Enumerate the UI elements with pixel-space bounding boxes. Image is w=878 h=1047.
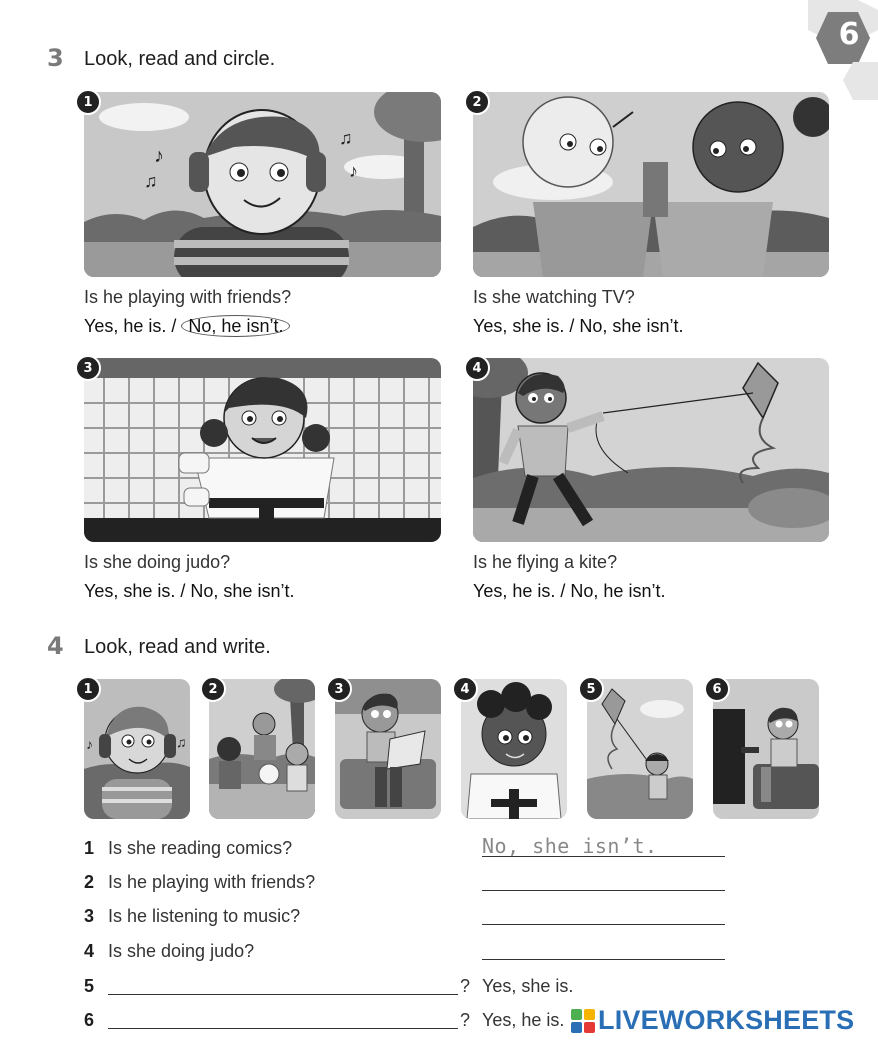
answer-separator: / (175, 581, 191, 601)
picture-number-badge: 4 (452, 676, 478, 702)
ex4-question-1: Is she reading comics? (108, 838, 293, 858)
picture-number-badge: 4 (464, 355, 490, 381)
ex4-answer-line-2 (482, 890, 725, 891)
picture-boy-watching-tv (713, 679, 819, 819)
answer-no[interactable]: No, he isn’t. (570, 581, 666, 601)
svg-text:♪: ♪ (86, 736, 93, 752)
ex4-question-mark-5: ? (460, 976, 471, 996)
picture-number-badge: 2 (200, 676, 226, 702)
ex4-question-field-5[interactable] (108, 972, 458, 994)
ex3-question-1: Is he playing with friends? (84, 287, 292, 307)
ex4-question-mark-6: ? (460, 1010, 471, 1030)
svg-text:♪: ♪ (349, 161, 358, 181)
exercise-4-title: Look, read and write. (84, 636, 271, 658)
picture-boy-reading-comics (335, 679, 441, 819)
picture-children-playing (209, 679, 315, 819)
answer-no[interactable]: No, she isn’t. (579, 316, 684, 336)
answer-yes[interactable]: Yes, he is. (473, 581, 556, 601)
exercise-3-title: Look, read and circle. (84, 48, 276, 70)
ex4-item-number-3: 3 (84, 906, 95, 926)
picture-boy-flying-kite (473, 358, 829, 542)
unit-badge (798, 0, 878, 105)
answer-separator: / (564, 316, 580, 336)
ex4-item-number-5: 5 (84, 976, 95, 996)
svg-text:♫: ♫ (144, 171, 158, 191)
picture-number-badge: 3 (326, 676, 352, 702)
ex4-question-3: Is he listening to music? (108, 906, 301, 926)
picture-girl-judo-small (461, 679, 567, 819)
ex4-answer-field-3[interactable] (482, 902, 725, 924)
picture-number-badge: 1 (75, 89, 101, 115)
ex3-question-3: Is she doing judo? (84, 552, 231, 572)
ex4-given-answer-5: Yes, she is. (482, 976, 574, 996)
ex4-item-number-2: 2 (84, 872, 95, 892)
ex4-question-field-6[interactable] (108, 1006, 458, 1028)
ex4-question-line-6 (108, 1028, 458, 1029)
picture-number-badge: 5 (578, 676, 604, 702)
ex4-question-4: Is she doing judo? (108, 941, 255, 961)
svg-text:♫: ♫ (176, 734, 187, 750)
ex4-item-number-6: 6 (84, 1010, 95, 1030)
picture-number-badge: 2 (464, 89, 490, 115)
ex3-question-2: Is she watching TV? (473, 287, 635, 307)
liveworksheets-logo-text: LIVEWORKSHEETS (598, 1005, 855, 1035)
ex4-answer-line-3 (482, 924, 725, 925)
answer-separator: / (555, 581, 571, 601)
ex4-question-2: Is he playing with friends? (108, 872, 316, 892)
picture-girl-flying-kite (587, 679, 693, 819)
picture-number-badge: 1 (75, 676, 101, 702)
ex4-answer-field-1[interactable]: No, she isn’t. (482, 834, 658, 858)
ex3-answer-choices-4 (473, 581, 665, 602)
ex3-answer-choices-1 (84, 316, 290, 337)
ex3-answer-choices-3 (84, 581, 294, 602)
answer-yes[interactable]: Yes, she is. (473, 316, 565, 336)
answer-separator: / (166, 316, 182, 336)
unit-number: 6 (838, 17, 860, 52)
answer-no[interactable]: No, she isn’t. (190, 581, 295, 601)
exercise-4-number: 4 (47, 632, 64, 660)
ex3-question-4: Is he flying a kite? (473, 552, 618, 572)
exercise-3-number: 3 (47, 44, 64, 72)
svg-text:♪: ♪ (154, 145, 164, 167)
picture-number-badge: 6 (704, 676, 730, 702)
liveworksheets-logo[interactable] (571, 1005, 854, 1036)
svg-text:♫: ♫ (339, 128, 353, 148)
picture-girls-high-five (473, 92, 829, 277)
answer-no-circled[interactable]: No, he isn’t. (181, 315, 290, 337)
ex4-answer-line-4 (482, 959, 725, 960)
answer-yes[interactable]: Yes, he is. (84, 316, 167, 336)
ex4-given-answer-6: Yes, he is. (482, 1010, 565, 1030)
ex4-item-number-4: 4 (84, 941, 95, 961)
ex4-answer-field-4[interactable] (482, 937, 725, 959)
picture-girl-headphones (84, 679, 190, 819)
picture-boy-headphones (84, 92, 441, 277)
ex4-question-line-5 (108, 994, 458, 995)
ex4-item-number-1: 1 (84, 838, 95, 858)
ex4-answer-field-2[interactable] (482, 868, 725, 890)
ex3-answer-choices-2 (473, 316, 683, 337)
picture-number-badge: 3 (75, 355, 101, 381)
answer-yes[interactable]: Yes, she is. (84, 581, 176, 601)
ex4-answer-line-1 (482, 856, 725, 857)
liveworksheets-logo-icon (571, 1009, 595, 1033)
picture-girl-judo (84, 358, 441, 542)
